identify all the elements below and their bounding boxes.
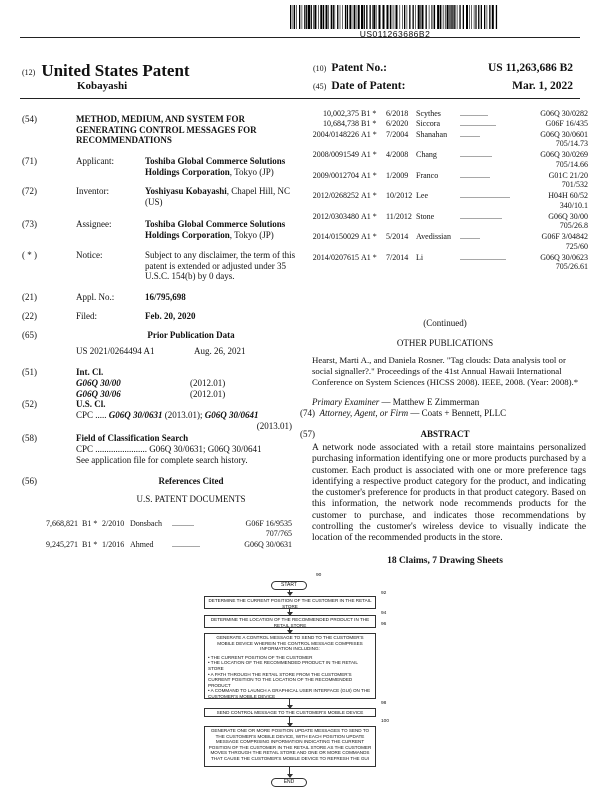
patent-number-line (313, 62, 583, 74)
code-74: (74) (300, 408, 315, 418)
barcode-bar (466, 5, 468, 29)
code-52: (52) (22, 399, 37, 409)
reference-cls: G06Q 30/0269 (540, 150, 588, 160)
code-58: (58) (22, 433, 37, 443)
reference-row (308, 232, 588, 252)
flow-ref-100: 100 (381, 719, 390, 724)
int-cl-label: Int. Cl. (76, 367, 104, 377)
barcode-bar (481, 5, 482, 29)
patent-type: United States Patent (41, 61, 190, 80)
barcode-bar (459, 5, 460, 29)
header-rule-top (20, 37, 580, 38)
reference-dots: ........... (172, 519, 194, 528)
reference-dots: ................ (460, 150, 492, 160)
code-72: (72) (22, 186, 37, 196)
reference-name: Chang (416, 150, 437, 160)
barcode-bar (492, 5, 494, 29)
barcode-bar (335, 5, 336, 29)
filed-value: Feb. 20, 2020 (145, 311, 196, 321)
assignee-value (145, 219, 305, 240)
reference-cls2: 705/26.61 (555, 262, 588, 272)
barcode-bar (340, 5, 341, 29)
barcode-bar (447, 5, 449, 29)
reference-num: 2004/0148226 (312, 129, 359, 139)
publication-number: US011263686B2 (359, 29, 431, 39)
reference-kind: A1 * (361, 232, 377, 242)
barcode-bar (454, 5, 455, 29)
reference-cls: G06Q 30/0623 (540, 252, 588, 262)
code-73: (73) (22, 219, 37, 229)
barcode-bar (308, 5, 310, 29)
flow-ref-94: 94 (381, 611, 387, 616)
reference-cls: G06F 16/9535 (245, 519, 292, 528)
code-22: (22) (22, 311, 37, 321)
attorney-label: Attorney, Agent, or Firm (319, 408, 409, 418)
field-search-see: See application file for complete search history. (76, 455, 248, 465)
barcode-bar (487, 5, 488, 29)
refs-heading: References Cited (158, 476, 224, 486)
applicant-label: Applicant: (76, 156, 114, 166)
barcode-bar (337, 5, 338, 29)
barcode-bar (366, 5, 367, 29)
reference-num: 2014/0207615 (312, 252, 359, 262)
field-search-cpc: CPC ....................... (76, 444, 148, 454)
flow-step-98: SEND CONTROL MESSAGE TO THE CUSTOMER'S MOBILE DEVICE (204, 708, 376, 717)
reference-cls: G06Q 30/00 (548, 211, 588, 221)
flow-step-96-bullet-3: • A PATH THROUGH THE RETAIL STORE FROM THE CUSTOMER'S CURRENT POSITION TO THE LOCATION OF THE RECOMMENDED PRODUCT (208, 671, 353, 688)
code-56: (56) (22, 476, 37, 486)
barcode-bar (320, 5, 322, 29)
barcode-bar (347, 5, 348, 29)
reference-cls2: 340/10.1 (559, 200, 588, 210)
barcode-bar (420, 5, 421, 29)
barcode-bar (392, 5, 393, 29)
barcode-bar (469, 5, 470, 29)
applicant-value (145, 156, 305, 177)
inventor-short: Kobayashi (77, 80, 128, 92)
code-71: (71) (22, 156, 37, 166)
flow-step-96-bullet-4: • A COMMAND TO LAUNCH A GRAPHICAL USER INTERFACE (GUI) ON THE CUSTOMER'S MOBILE DEVICE (208, 688, 371, 699)
reference-num: 9,245,271 (46, 539, 78, 549)
reference-cls2: 705/14.73 (555, 139, 588, 149)
reference-num: 2009/0012704 (312, 170, 359, 180)
reference-cls2: 705/26.8 (559, 221, 588, 231)
barcode-bar (449, 5, 450, 29)
barcode-bar (293, 5, 294, 29)
barcode-bar (356, 5, 357, 29)
examiner-name: Matthew E Zimmerman (392, 397, 480, 407)
reference-row (308, 130, 588, 150)
assignee-name: Toshiba Global Commerce Solutions Holdings Corporation (145, 219, 286, 240)
us-cl-v1-date: (2013.01); (164, 410, 203, 420)
barcode-bar (349, 5, 351, 29)
examiner-label: Primary Examiner (312, 397, 380, 407)
other-publications-text: Hearst, Marti A., and Daniela Rosner. "Tag clouds: Data analysis tool or social signaller?." Proceedings of the 41st Annual Hawaii International Conference on System Sciences (HICSS 2008). IEEE, 2008. (Year: 2008).* (312, 355, 579, 387)
flow-step-92: DETERMINE THE CURRENT POSITION OF THE CUSTOMER IN THE RETAIL STORE (204, 596, 376, 609)
prior-pub-date: Aug. 26, 2021 (194, 346, 246, 356)
reference-cls: G06F 16/435 (545, 119, 588, 129)
reference-name: Siccora (416, 119, 440, 129)
date-label: Date of Patent: (331, 80, 406, 92)
barcode-bar (437, 5, 439, 29)
us-cl-cpc-line (76, 410, 308, 421)
barcode-bar (452, 5, 453, 29)
reference-cls: G06F 3/04842 (541, 232, 588, 242)
reference-num: 2012/0303480 (312, 211, 359, 221)
barcode-bar (457, 5, 458, 29)
reference-name: Scythes (416, 109, 441, 118)
barcode-bar (326, 5, 328, 29)
flow-step-96-bullet-1: • THE CURRENT POSITION OF THE CUSTOMER (208, 654, 313, 660)
reference-date: 4/2008 (386, 150, 409, 160)
field-filed (22, 311, 292, 323)
reference-num: 2012/0268252 (312, 191, 359, 201)
reference-row (308, 191, 588, 211)
field-int-cl (22, 367, 292, 401)
us-cl-label: U.S. Cl. (76, 399, 106, 409)
barcode-bar (445, 5, 446, 29)
reference-name: Li (416, 252, 424, 262)
reference-date: 1/2009 (386, 170, 409, 180)
reference-row (30, 540, 292, 550)
reference-dots: .......... (460, 232, 480, 242)
barcode-bar (302, 5, 303, 29)
reference-name: Stone (416, 211, 435, 221)
reference-cls2: 701/532 (561, 180, 588, 190)
reference-cls2: 707/765 (265, 528, 292, 538)
references-continued: (Continued) (423, 318, 467, 328)
barcode (290, 5, 498, 29)
reference-name: Franco (416, 170, 439, 180)
flow-arrow-4 (289, 699, 290, 708)
reference-row (308, 109, 588, 119)
barcode-bar (376, 5, 377, 29)
barcode-bar (489, 5, 490, 29)
reference-kind: A1 * (361, 191, 377, 201)
field-notice (22, 250, 296, 284)
applicant-name: Toshiba Global Commerce Solutions Holdings Corporation (145, 156, 286, 177)
field-prior-pub (22, 330, 292, 354)
barcode-bar (313, 5, 314, 29)
barcode-bar (379, 5, 381, 29)
barcode-bar (400, 5, 401, 29)
reference-date: 7/2014 (386, 252, 409, 262)
barcode-bar (484, 5, 485, 29)
reference-date: 1/2016 (102, 539, 125, 549)
barcode-bar (474, 5, 475, 29)
inventor-name: Yoshiyasu Kobayashi (145, 186, 227, 196)
field-assignee (22, 219, 292, 243)
reference-num: 2014/0150029 (312, 232, 359, 242)
reference-date: 10/2012 (386, 191, 413, 201)
us-cl-v2-date: (2013.01) (256, 421, 292, 431)
barcode-bar (440, 5, 441, 29)
reference-num: 10,684,738 (323, 119, 359, 129)
claims-line: 18 Claims, 7 Drawing Sheets (387, 556, 503, 566)
field-search-cpc-line (76, 444, 262, 455)
reference-cls: G01C 21/20 (548, 170, 588, 180)
barcode-bar (433, 5, 434, 29)
int-cl-version-2: (2012.01) (190, 389, 226, 399)
code-12: (12) (22, 67, 36, 77)
barcode-bar (318, 5, 319, 29)
barcode-bar (296, 5, 297, 29)
flow-step-100: GENERATE ONE OR MORE POSITION UPDATE MESSAGES TO SEND TO THE CUSTOMER'S MOBILE DEVICE, WITH EACH POSITION UPDATE MESSAGE COMPRISING INFORMATION INDICATING THE CURRENT POSITION OF THE CUSTOMER IN THE RETAIL STORE AS THE CUSTOMER MOVES THROUGH THE RETAIL STORE AND ONE OR MORE COMMANDS THAT CAUSE THE CUSTOMER'S MOBILE DEVICE TO REFRESH THE GUI (204, 726, 376, 767)
barcode-bar (354, 5, 355, 29)
barcode-bar (323, 5, 324, 29)
flow-ref-96: 96 (381, 622, 387, 627)
reference-kind: B1 * (82, 519, 98, 528)
reference-cls: H04H 60/52 (548, 191, 588, 201)
barcode-bar (422, 5, 424, 29)
reference-kind: A1 * (361, 211, 377, 221)
int-cl-class-1: G06Q 30/00 (76, 378, 121, 388)
field-us-cl (22, 399, 292, 433)
flow-step-96-text: GENERATE A CONTROL MESSAGE TO SEND TO THE CUSTOMER'S MOBILE DEVICE WHEREIN THE CONTROL MESSAGE COMPRISES INFORMATION INCLUDING: (216, 635, 364, 652)
abstract-heading-line (300, 429, 590, 439)
reference-num: 10,002,375 (323, 109, 359, 118)
reference-dots: ............... (460, 170, 490, 180)
field-inventor (22, 186, 292, 210)
barcode-bar (299, 5, 300, 29)
flow-start: START (271, 581, 307, 590)
attorney-dash: — (408, 408, 422, 418)
barcode-bar (426, 5, 427, 29)
field-search-cpc-value: G06Q 30/0631; G06Q 30/0641 (149, 444, 262, 454)
reference-num: 7,668,821 (46, 519, 78, 528)
reference-dots: .......... (460, 129, 480, 139)
barcode-bar (431, 5, 432, 29)
reference-row (308, 119, 588, 129)
barcode-bar (387, 5, 389, 29)
reference-cls: G06Q 30/0282 (540, 109, 588, 118)
reference-dots: ......................... (460, 191, 510, 201)
reference-row (308, 212, 588, 232)
barcode-bar (311, 5, 312, 29)
reference-date: 11/2012 (386, 211, 412, 221)
barcode-bar (415, 5, 416, 29)
barcode-bar (306, 5, 307, 29)
code-57: (57) (300, 429, 315, 439)
reference-row (308, 150, 588, 170)
code-65: (65) (22, 330, 37, 340)
field-applicant (22, 156, 292, 180)
inventor-place: , Chapel Hill, NC (US) (145, 186, 291, 207)
code-51: (51) (22, 367, 37, 377)
barcode-bar (294, 5, 295, 29)
appl-no-label: Appl. No.: (76, 292, 115, 302)
flow-step-96 (204, 633, 376, 699)
appl-no-value: 16/795,698 (145, 292, 186, 302)
code-54: (54) (22, 114, 37, 124)
attorney-line (300, 408, 590, 419)
barcode-bar (373, 5, 375, 29)
barcode-bar (290, 5, 291, 29)
reference-cls2: 705/14.66 (555, 159, 588, 169)
code-45: (45) (313, 82, 327, 91)
barcode-bar (383, 5, 385, 29)
reference-dots: .............. (460, 109, 488, 118)
int-cl-version-1: (2012.01) (190, 378, 226, 388)
inventor-label: Inventor: (76, 186, 109, 196)
barcode-bar (496, 5, 497, 29)
reference-name: Ahmed (130, 539, 154, 549)
us-cl-v1: G06Q 30/0631 (108, 410, 163, 420)
reference-dots: .............. (172, 539, 200, 549)
barcode-bar (404, 5, 405, 29)
flow-arrow-6 (289, 767, 290, 777)
notice-text: Subject to any disclaimer, the term of this patent is extended or adjusted under 35 U.S.C. 154(b) by 0 days. (145, 250, 296, 281)
prior-pub-number: US 2021/0264494 A1 (76, 346, 155, 356)
applicant-place: , Tokyo (JP) (229, 166, 274, 177)
abstract-heading: ABSTRACT (420, 429, 470, 439)
reference-date: 5/2014 (386, 232, 409, 242)
reference-kind: B1 * (361, 109, 377, 118)
barcode-bar (476, 5, 477, 29)
field-search (22, 433, 292, 467)
reference-name: Avedissian (416, 232, 451, 242)
reference-cls2: 725/60 (565, 241, 588, 251)
barcode-bar (304, 5, 305, 29)
prior-pub-heading: Prior Publication Data (147, 330, 235, 340)
barcode-bar (471, 5, 472, 29)
flow-arrow-1 (289, 590, 290, 595)
reference-cls: G06Q 30/0601 (540, 129, 588, 139)
reference-kind: B1 * (82, 539, 98, 549)
flow-ref-90: 90 (316, 573, 322, 578)
us-cl-cpc: CPC (76, 410, 94, 420)
notice-label: Notice: (76, 250, 103, 260)
barcode-bar (444, 5, 445, 29)
assignee-place: , Tokyo (JP) (229, 229, 274, 240)
barcode-bar (418, 5, 420, 29)
inventor-value (145, 186, 305, 207)
barcode-bar (345, 5, 346, 29)
examiner-dash: — (379, 397, 393, 407)
reference-row (30, 519, 292, 539)
assignee-label: Assignee: (76, 219, 112, 229)
flow-end: END (271, 778, 307, 787)
reference-date: 2/2010 (102, 519, 125, 528)
reference-kind: B1 * (361, 119, 377, 129)
flow-step-96-bullet-2: • THE LOCATION OF THE RECOMMENDED PRODUCT IN THE RETAIL STORE (208, 660, 358, 671)
barcode-bar (434, 5, 435, 29)
patent-no-value: US 11,263,686 B2 (488, 62, 573, 74)
filed-label: Filed: (76, 311, 98, 321)
reference-row (308, 253, 588, 273)
barcode-bar (402, 5, 403, 29)
barcode-bar (394, 5, 395, 29)
barcode-bar (361, 5, 363, 29)
flow-step-94: DETERMINE THE LOCATION OF THE RECOMMENDED PRODUCT IN THE RETAIL STORE (204, 615, 376, 628)
date-value: Mar. 1, 2022 (512, 80, 573, 92)
code-10: (10) (313, 64, 327, 73)
us-cl-dots: ..... (95, 410, 107, 420)
barcode-bar (342, 5, 343, 29)
reference-kind: A1 * (361, 252, 377, 262)
barcode-bar (390, 5, 391, 29)
reference-kind: A1 * (361, 150, 377, 160)
us-cl-v2: G06Q 30/0641 (204, 410, 259, 420)
reference-date: 6/2018 (386, 109, 409, 118)
field-appl-no (22, 292, 292, 304)
date-line (313, 80, 583, 92)
barcode-bar (442, 5, 443, 29)
reference-kind: A1 * (361, 129, 377, 139)
patent-no-label: Patent No.: (331, 62, 387, 74)
reference-dots: ....................... (460, 252, 506, 262)
reference-name: Lee (416, 191, 428, 201)
reference-date: 7/2004 (386, 129, 409, 139)
barcode-bar (475, 5, 476, 29)
barcode-bar (333, 5, 334, 29)
code-21: (21) (22, 292, 37, 302)
flow-arrow-5 (289, 717, 290, 726)
reference-date: 6/2020 (386, 119, 409, 129)
barcode-bar (409, 5, 410, 29)
barcode-bar (478, 5, 479, 29)
reference-num: 2008/0091549 (312, 150, 359, 160)
code-notice: ( * ) (22, 250, 37, 260)
reference-kind: A1 * (361, 170, 377, 180)
field-title (22, 114, 292, 154)
reference-cls: G06Q 30/0631 (244, 539, 292, 549)
field-search-label: Field of Classification Search (76, 433, 189, 443)
barcode-bar (353, 5, 354, 29)
refs-subheading: U.S. PATENT DOCUMENTS (136, 494, 246, 504)
barcode-bar (358, 5, 360, 29)
patent-title-line (22, 61, 190, 81)
barcode-bar (314, 5, 316, 29)
barcode-bar (370, 5, 371, 29)
other-publications-heading: OTHER PUBLICATIONS (396, 338, 494, 348)
reference-dots: ..................... (460, 211, 502, 221)
barcode-bar (413, 5, 414, 29)
header-rule-bottom (20, 98, 580, 99)
barcode-bar (364, 5, 365, 29)
barcode-bar (450, 5, 451, 29)
reference-row (308, 171, 588, 191)
reference-name: Donsbach (130, 519, 162, 528)
barcode-bar (396, 5, 398, 29)
barcode-bar (463, 5, 464, 29)
examiner-line (312, 397, 586, 408)
flow-ref-98: 98 (381, 701, 387, 706)
flow-ref-92: 92 (381, 591, 387, 596)
reference-name: Shanahan (416, 129, 448, 139)
barcode-bar (372, 5, 373, 29)
barcode-bar (429, 5, 430, 29)
int-cl-class-2: G06Q 30/06 (76, 389, 121, 399)
abstract-text: A network node associated with a retail store maintains personalized purchasing information identifying one or more products purchased by a customer. Each product is associated with one or more preference tags identifying a respective product category for the product, and indicating the customer's preference for products in that product category. Based on this information, the network node recommends products for the customer to purchase, and indicates those recommendations by controlling the customer's wireless device to visually indicate the location of the recommended products in the store. (312, 443, 586, 544)
barcode-bar (331, 5, 332, 29)
reference-dots: .................. (460, 119, 496, 129)
barcode-bar (328, 5, 329, 29)
attorney-name: Coats + Bennett, PLLC (421, 408, 507, 418)
invention-title: METHOD, MEDIUM, AND SYSTEM FOR GENERATING CONTROL MESSAGES FOR RECOMMENDATIONS (76, 114, 257, 145)
barcode-bar (407, 5, 408, 29)
field-refs (22, 476, 292, 506)
